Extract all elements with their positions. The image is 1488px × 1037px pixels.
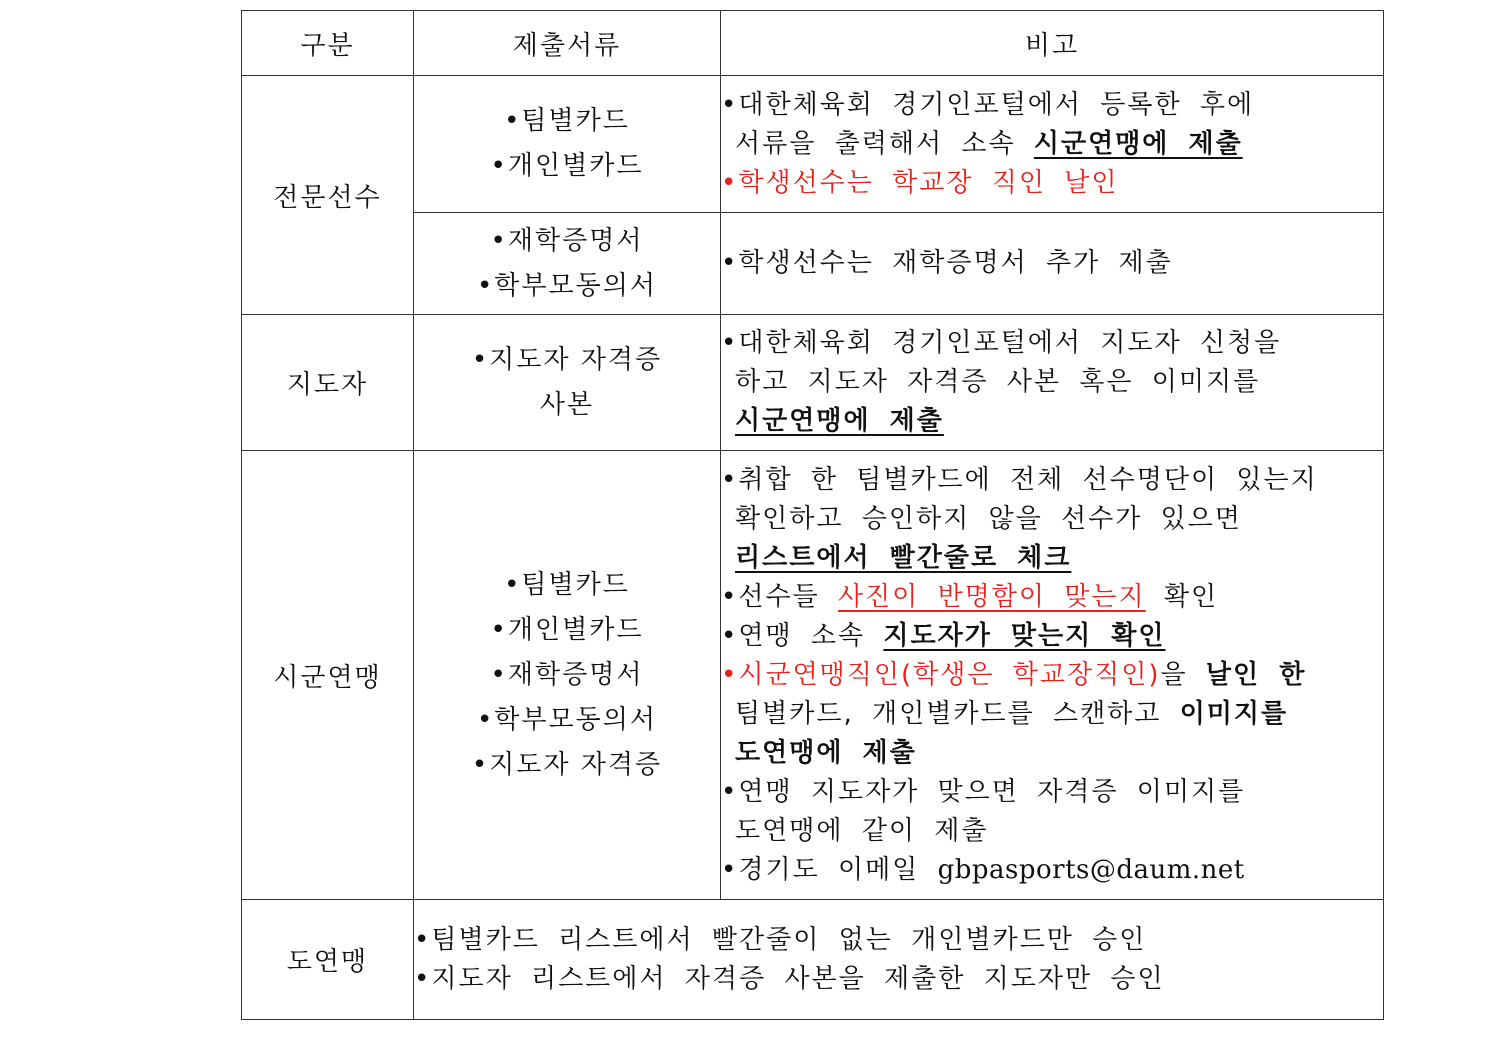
emphasis-bold: 날인 한 xyxy=(1205,659,1307,690)
table-row-pro-1 xyxy=(242,76,1384,213)
remark-line: •대한체육회 경기인포털에서 지도자 신청을 xyxy=(721,328,1282,358)
remark-line: •선수들 사진이 반명함이 맞는지 확인 xyxy=(721,581,1219,612)
doc-item: •팀별카드 xyxy=(504,106,630,136)
category-city-federation: 시군연맹 xyxy=(242,451,414,900)
remark-line: •대한체육회 경기인포털에서 등록한 후에 xyxy=(721,89,1255,120)
documents-pro-2 xyxy=(414,213,721,315)
doc-item: •재학증명서 xyxy=(490,225,644,256)
header-row xyxy=(242,11,1384,76)
emphasis-underline: 시군연맹에 제출 xyxy=(1033,128,1243,159)
doc-item: •개인별카드 xyxy=(490,151,644,181)
remark-line: 팀별카드, 개인별카드를 스캔하고 이미지를 xyxy=(735,698,1289,729)
doc-item: •학부모동의서 xyxy=(476,704,658,735)
remark-line: •연맹 소속 지도자가 맞는지 확인 xyxy=(721,620,1166,651)
email-address: gbpasports@daum.net xyxy=(937,854,1245,885)
remark-line-bold: 도연맹에 제출 xyxy=(735,737,917,768)
remark-line: 서류을 출력해서 소속 시군연맹에 제출 xyxy=(735,128,1243,159)
remark-line: •팀별카드 리스트에서 빨간줄이 없는 개인별카드만 승인 xyxy=(414,924,1147,955)
emphasis-underline: 리스트에서 빨간줄로 체크 xyxy=(735,542,1072,573)
emphasis-red: •시군연맹직인(학생은 학교장직인) xyxy=(721,659,1161,690)
table-row-province-federation xyxy=(242,900,1384,1020)
remark-line: •연맹 지도자가 맞으면 자격증 이미지를 xyxy=(721,776,1246,807)
header-remarks: 비고 xyxy=(721,11,1384,76)
documents-city-federation xyxy=(414,451,721,900)
table-row-city-federation xyxy=(242,451,1384,900)
category-pro-athlete: 전문선수 xyxy=(242,76,414,315)
remark-line-red: •학생선수는 학교장 직인 날인 xyxy=(721,167,1119,198)
documents-coach xyxy=(414,315,721,451)
doc-item: •개인별카드 xyxy=(490,614,644,645)
doc-item: •지도자 자격증 xyxy=(471,749,663,780)
table-row-coach xyxy=(242,315,1384,451)
doc-item: •지도자 자격증 xyxy=(471,344,663,375)
remark-line: •학생선수는 재학증명서 추가 제출 xyxy=(721,248,1173,278)
remarks-pro-1 xyxy=(721,76,1384,213)
doc-item: •재학증명서 xyxy=(490,659,644,690)
doc-item: •팀별카드 xyxy=(504,569,630,600)
remarks-province-federation xyxy=(414,900,1384,1020)
remark-line: •시군연맹직인(학생은 학교장직인)을 날인 한 xyxy=(721,659,1307,690)
remark-line xyxy=(721,402,1383,441)
doc-item: •학부모동의서 xyxy=(476,270,658,301)
submission-document-table xyxy=(241,10,1384,1020)
remark-line: 확인하고 승인하지 않을 선수가 있으면 xyxy=(735,503,1242,534)
header-category: 구분 xyxy=(242,11,414,76)
remark-line xyxy=(721,539,1383,578)
remark-line: •취합 한 팀별카드에 전체 선수명단이 있는지 xyxy=(721,464,1318,495)
emphasis-bold: 이미지를 xyxy=(1179,698,1289,729)
emphasis-red-underline: 사진이 반명함이 맞는지 xyxy=(837,581,1146,612)
remarks-pro-2 xyxy=(721,213,1384,315)
category-coach: 지도자 xyxy=(242,315,414,451)
header-documents: 제출서류 xyxy=(414,11,721,76)
remarks-coach xyxy=(721,315,1384,451)
emphasis-underline: 지도자가 맞는지 확인 xyxy=(883,620,1166,651)
category-province-federation: 도연맹 xyxy=(242,900,414,1020)
remark-line: •경기도 이메일 gbpasports@daum.net xyxy=(721,854,1245,885)
emphasis-underline: 시군연맹에 제출 xyxy=(735,406,944,436)
remark-line: 도연맹에 같이 제출 xyxy=(735,815,989,846)
doc-item: 사본 xyxy=(539,389,595,420)
remark-line: 하고 지도자 자격증 사본 혹은 이미지를 xyxy=(735,367,1261,397)
remarks-city-federation xyxy=(721,451,1384,900)
table-row-pro-2 xyxy=(242,213,1384,315)
documents-pro-1 xyxy=(414,76,721,213)
remark-line: •지도자 리스트에서 자격증 사본을 제출한 지도자만 승인 xyxy=(414,963,1165,994)
